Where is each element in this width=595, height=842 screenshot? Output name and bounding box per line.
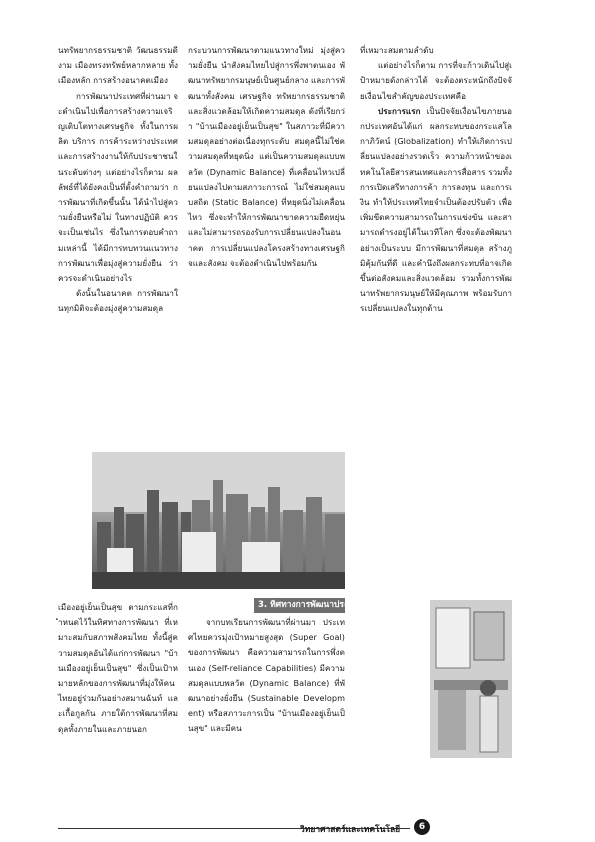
section-title: ทิศทางการพัฒนาประเทศ	[270, 600, 363, 610]
paragraph: กระบวนการพัฒนาตามแนวทางใหม่ มุ่งสู่ความยั่งยืน นำสังคมไทยไปสู่การพึ่งพาตนเอง พัฒนาทรัพยากรมนุษย์เป็นศูนย์กลาง และการพัฒนาทั้งสังคม เศรษฐกิจ ทรัพยากรธรรมชาติและสิ่งแวดล้อมให้เกิดความสมดุล ดังที่เรียกว่า "บ้านเมืองอยู่เย็นเป็นสุข" ในสภาวะที่มีความสมดุลอย่างต่อเนื่องทุกระดับ สมดุลนี้ไม่ใช่ความสมดุลที่หยุดนิ่ง แต่เป็นความสมดุลแบบพลวัต (Dynamic Balance) ที่เคลื่อนไหวเปลี่ยนแปลงไปตามสภาวะการณ์ ไม่ใช่สมดุลแบบสถิต (Static Balance) ที่หยุดนิ่งไม่เคลื่อนไหว ซึ่งจะทำให้การพัฒนาขาดความยืดหยุ่นและไม่สามารถรองรับการเปลี่ยนแปลงในอนาคต การเปลี่ยนแปลงโครงสร้างทางเศรษฐกิจและสังคม จะต้องดำเนินไปพร้อมกัน	[188, 45, 345, 268]
city-skyline-photo	[92, 452, 345, 589]
lab-photo	[430, 600, 512, 758]
section-heading	[254, 598, 363, 613]
text-column-1	[58, 43, 178, 317]
footer-title: วิทยาศาสตร์และเทคโนโลยี	[300, 825, 401, 835]
paragraph: ดังนั้นในอนาคต การพัฒนาในทุกมิติจะต้องมุ่งสู่ความสมดุล	[58, 288, 178, 314]
paragraph: เมืองอยู่เย็นเป็นสุข ตามกระแสที่กำหนดไว้ในทิศทางการพัฒนา ที่เหมาะสมกับสภาพสังคมไทย ทั้งนี้สู่ความสมดุลอันได้แก่การพัฒนา "บ้านเมืองอยู่เย็นเป็นสุข" ซึ่งเป็นเป้าหมายหลักของการพัฒนาที่มุ่งให้คนไทยอยู่ร่วมกันอย่างสมานฉันท์ และเกื้อกูลกัน ภายใต้การพัฒนาที่สมดุลทั้งภายในและภายนอก	[58, 602, 178, 734]
paragraph	[360, 104, 512, 317]
lab-image	[430, 600, 512, 758]
paragraph: แต่อย่างไรก็ตาม การที่จะก้าวเดินไปสู่เป้าหมายดังกล่าวได้ จะต้องตระหนักถึงปัจจัยเงื่อนไขสำคัญของประเทศคือ	[360, 60, 512, 101]
text-column-2-lower	[188, 615, 345, 737]
text-column-2	[188, 43, 345, 271]
paragraph: ที่เหมาะสมตามลำดับ	[360, 45, 434, 55]
text-column-1-lower	[58, 600, 178, 737]
paragraph-heading: ประการแรก	[378, 105, 421, 116]
text-column-3	[360, 43, 512, 317]
paragraph: การพัฒนาประเทศที่ผ่านมา จะดำเนินไปเพื่อการสร้างความเจริญเติบโตทางเศรษฐกิจ ทั้งในการผลิต บริการ การค้าระหว่างประเทศ และการสร้างงานให้กับประชาชนในระดับต่างๆ แต่อย่างไรก็ตาม ผลลัพธ์ที่ได้ยังคงเป็นที่ตั้งคำถามว่า การพัฒนาที่เกิดขึ้นนั้น ได้นำไปสู่ความยั่งยืนหรือไม่ ในทางปฏิบัติ ควรจะเป็นเช่นไร ซึ่งในการตอบคำถามเหล่านี้ ได้มีการทบทวนแนวทางการพัฒนาเพื่อมุ่งสู่ความยั่งยืน ว่าควรจะดำเนินอย่างไร	[58, 90, 178, 284]
paragraph: จากบทเรียนการพัฒนาที่ผ่านมา ประเทศไทยควรมุ่งเป้าหมายสูงสุด (Super Goal) ของการพัฒนา คือความสามารถในการพึ่งตนเอง (Self-reliance Capabilities) มีความสมดุลแบบพลวัต (Dynamic Balance) ที่พัฒนาอย่างยั่งยืน (Sustainable Development) หรือสภาวะการเป็น "บ้านเมืองอยู่เย็นเป็นสุข" และมีคน	[188, 617, 345, 734]
city-skyline-image	[92, 452, 345, 589]
paragraph-body: เป็นปัจจัยเงื่อนไขภายนอกประเทศอันได้แก่ ผลกระทบของกระแสโลกาภิวัตน์ (Globalization) ทำให้เกิดการเปลี่ยนแปลงอย่างรวดเร็ว ความก้าวหน้าของเทคโนโลยีสารสนเทศและการสื่อสาร รวมทั้งการเปิดเสรีทางการค้า การลงทุน และการเงิน ทำให้ประเทศไทยจำเป็นต้องปรับตัว เพื่อเพิ่มขีดความสามารถในการแข่งขัน และสามารถดำรงอยู่ได้ในเวทีโลก ซึ่งจะต้องพัฒนาอย่างเป็นระบบ มีการพัฒนาที่สมดุล สร้างภูมิคุ้มกันที่ดี และคำนึงถึงผลกระทบที่อาจเกิดขึ้นต่อสังคมและสิ่งแวดล้อม รวมทั้งการพัฒนาทรัพยากรมนุษย์ให้มีคุณภาพ พร้อมรับการเปลี่ยนแปลงในทุกด้าน	[360, 105, 512, 314]
section-number: 3.	[258, 600, 268, 610]
page-number: 6	[414, 819, 430, 835]
paragraph: นทรัพยากรธรรมชาติ วัฒนธรรมดีงาม เมืองทรงทรัพย์หลากหลาย ทั้งเมืองหลัก การสร้างอนาคตเมือง	[58, 45, 178, 86]
